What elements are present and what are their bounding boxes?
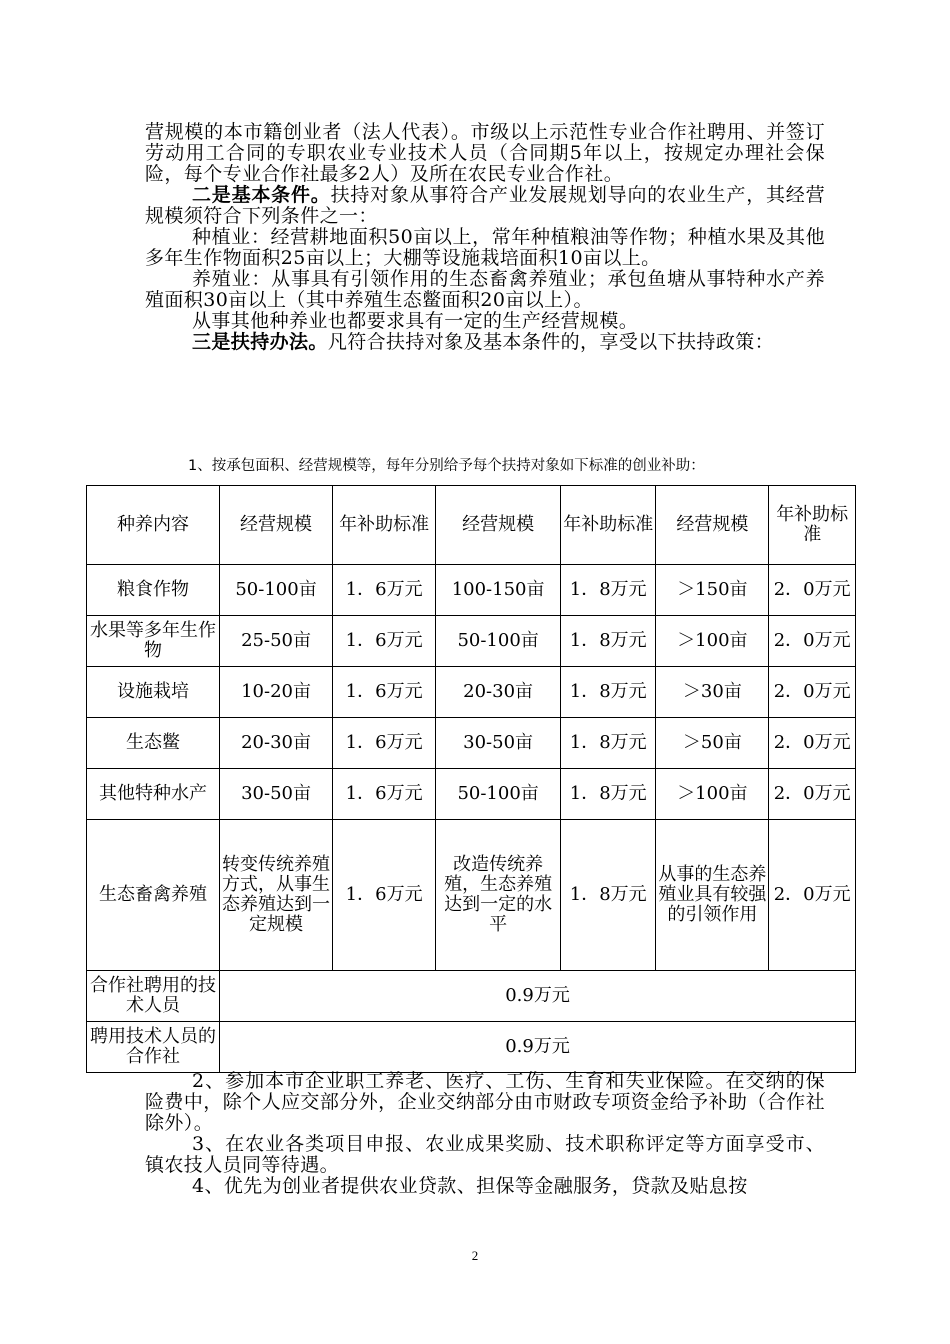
table-cell: 1．6万元	[333, 565, 436, 616]
table-row	[87, 565, 856, 616]
paragraph-financial-services: 4、优先为创业者提供农业贷款、担保等金融服务，贷款及贴息按	[192, 1175, 748, 1197]
header-cell: 年补助标准	[769, 486, 856, 565]
table-cell: 合作社聘用的技术人员	[87, 971, 220, 1022]
table-cell: 10-20亩	[220, 667, 333, 718]
table-row	[87, 769, 856, 820]
paragraph-support-measures: 三是扶持办法。凡符合扶持对象及基本条件的，享受以下扶持政策：	[192, 331, 775, 353]
table-cell: 1．6万元	[333, 616, 436, 667]
table-cell: 1．8万元	[561, 565, 656, 616]
table-cell: 设施栽培	[87, 667, 220, 718]
table-caption: 1、按承包面积、经营规模等，每年分别给予每个扶持对象如下标准的创业补助：	[188, 458, 705, 474]
header-cell: 经营规模	[220, 486, 333, 565]
table-cell: 水果等多年生作物	[87, 616, 220, 667]
table-row	[87, 820, 856, 971]
table-cell: ＞150亩	[656, 565, 769, 616]
table-cell: 其他特种水产	[87, 769, 220, 820]
paragraph-equal-treatment: 3、在农业各类项目申报、农业成果奖励、技术职称评定等方面享受市、镇农技人员同等待遇。	[145, 1133, 825, 1176]
table-cell: 改造传统养殖，生态养殖达到一定的水平	[436, 820, 561, 971]
header-cell: 年补助标准	[333, 486, 436, 565]
header-cell: 种养内容	[87, 486, 220, 565]
table-cell: 2．0万元	[769, 769, 856, 820]
paragraph-planting: 种植业：经营耕地面积50亩以上，常年种植粮油等作物；种植水果及其他多年生作物面积25亩以上；大棚等设施栽培面积10亩以上。	[145, 226, 825, 269]
table-row	[87, 616, 856, 667]
table-cell: ＞100亩	[656, 769, 769, 820]
table-cell: 50-100亩	[220, 565, 333, 616]
table-cell: 1．8万元	[561, 718, 656, 769]
table-footer-row	[87, 1022, 856, 1073]
paragraph-basic-conditions: 二是基本条件。扶持对象从事符合产业发展规划导向的农业生产，其经营规模须符合下列条件之一：	[145, 184, 825, 227]
table-cell: 50-100亩	[436, 616, 561, 667]
table-cell: 50-100亩	[436, 769, 561, 820]
table-header-row	[87, 486, 856, 565]
heading-support-measures: 三是扶持办法。	[192, 331, 328, 353]
table-cell: 1．6万元	[333, 769, 436, 820]
header-cell: 年补助标准	[561, 486, 656, 565]
intro-text	[145, 122, 825, 353]
table-cell: ＞30亩	[656, 667, 769, 718]
table-cell: 0.9万元	[220, 1022, 856, 1073]
paragraph-breeding: 养殖业：从事具有引领作用的生态畜禽养殖业；承包鱼塘从事特种水产养殖面积30亩以上（其中养殖生态鳖面积20亩以上）。	[145, 268, 825, 311]
table-cell: 20-30亩	[220, 718, 333, 769]
table-cell: 生态畜禽养殖	[87, 820, 220, 971]
table-cell: 转变传统养殖方式，从事生态养殖达到一定规模	[220, 820, 333, 971]
table-cell: 2．0万元	[769, 820, 856, 971]
table-cell: 2．0万元	[769, 667, 856, 718]
table-cell: 2．0万元	[769, 565, 856, 616]
measures-text	[145, 1071, 825, 1197]
table-cell: 从事的生态养殖业具有较强的引领作用	[656, 820, 769, 971]
table-cell: 100-150亩	[436, 565, 561, 616]
table-footer-row	[87, 971, 856, 1022]
table-cell: 25-50亩	[220, 616, 333, 667]
table-cell: 1．8万元	[561, 667, 656, 718]
table-row	[87, 667, 856, 718]
subsidy-table	[86, 485, 856, 1073]
paragraph-eligibility-continued: 营规模的本市籍创业者（法人代表）。市级以上示范性专业合作社聘用、并签订劳动用工合同的专职农业专业技术人员（合同期5年以上，按规定办理社会保险，每个专业合作社最多2人）及所在农民专业合作社。	[145, 121, 825, 185]
table-cell: 1．6万元	[333, 718, 436, 769]
table-cell: 30-50亩	[436, 718, 561, 769]
table-cell: 20-30亩	[436, 667, 561, 718]
table-cell: 2．0万元	[769, 616, 856, 667]
table-row	[87, 718, 856, 769]
table-cell: 聘用技术人员的合作社	[87, 1022, 220, 1073]
table-cell: 1．8万元	[561, 616, 656, 667]
paragraph-insurance: 2、参加本市企业职工养老、医疗、工伤、生育和失业保险。在交纳的保险费中，除个人应交部分外，企业交纳部分由市财政专项资金给予补助（合作社除外）。	[145, 1070, 825, 1134]
table-cell: 1．8万元	[561, 769, 656, 820]
table-cell: 0.9万元	[220, 971, 856, 1022]
heading-basic-conditions: 二是基本条件。	[192, 184, 331, 206]
table-cell: 1．8万元	[561, 820, 656, 971]
table-cell: ＞50亩	[656, 718, 769, 769]
table-cell: ＞100亩	[656, 616, 769, 667]
paragraph-other-farming: 从事其他种养业也都要求具有一定的生产经营规模。	[192, 310, 639, 332]
header-cell: 经营规模	[436, 486, 561, 565]
table-cell: 1．6万元	[333, 820, 436, 971]
page-number: 2	[471, 1248, 479, 1263]
table-cell: 1．6万元	[333, 667, 436, 718]
header-cell: 经营规模	[656, 486, 769, 565]
table-cell: 2．0万元	[769, 718, 856, 769]
table-cell: 30-50亩	[220, 769, 333, 820]
table-cell: 粮食作物	[87, 565, 220, 616]
table-cell: 生态鳖	[87, 718, 220, 769]
